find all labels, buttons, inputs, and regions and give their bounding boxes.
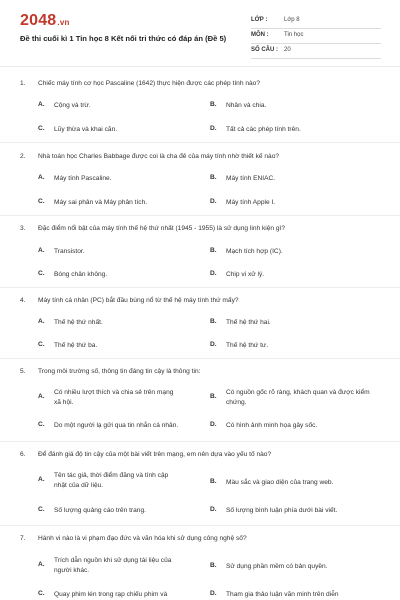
option-letter: C. xyxy=(38,506,45,513)
option-text: Do một người lạ gửi qua tin nhắn cá nhân. xyxy=(54,422,179,429)
meta-value: Lớp 8 xyxy=(284,17,300,23)
option-letter: D. xyxy=(210,421,217,428)
site-logo[interactable] xyxy=(20,12,70,30)
exam-title: Đề thi cuối kì 1 Tin học 8 Kết nối tri thức có đáp án (Đề 5) xyxy=(20,34,227,43)
meta-row-count xyxy=(251,44,381,59)
meta-label: LỚP : xyxy=(251,17,268,23)
option-text: Số lượng bình luận phía dưới bài viết. xyxy=(226,507,338,514)
question-divider xyxy=(0,287,400,288)
question-number: 4. xyxy=(20,297,26,304)
option-letter: A. xyxy=(38,476,45,483)
option-text: Thế hệ thứ hai. xyxy=(226,319,271,326)
question-text xyxy=(20,80,260,87)
option-text: Nhân và chia. xyxy=(226,102,267,109)
option-letter: C. xyxy=(38,590,45,597)
question-number: 6. xyxy=(20,451,26,458)
option-text: Chip vi xử lý. xyxy=(226,271,265,278)
option-text: Thế hệ thứ nhất. xyxy=(54,319,103,326)
option-letter: A. xyxy=(38,393,45,400)
meta-row-subject xyxy=(251,29,381,44)
question-text xyxy=(20,297,239,304)
option-text: Số lượng quảng cáo trên trang. xyxy=(54,507,146,514)
exam-header xyxy=(0,0,400,67)
meta-label: SỐ CÂU : xyxy=(251,47,278,53)
question-divider xyxy=(0,142,400,143)
question-text xyxy=(20,368,200,375)
meta-row-class xyxy=(251,14,381,29)
question-body: Trong môi trường số, thông tin đáng tin cậy là thông tin: xyxy=(38,368,201,375)
option-text: Tên tác giả, thời điểm đăng và tính cập nhật của dữ liệu. xyxy=(54,472,169,489)
question-divider xyxy=(0,358,400,359)
option-letter: A. xyxy=(38,561,45,568)
question-body: Máy tính cá nhân (PC) bắt đầu bùng nổ từ thế hệ máy tính thứ mấy? xyxy=(38,297,239,304)
meta-label: MÔN : xyxy=(251,32,269,38)
question-number: 3. xyxy=(20,225,26,232)
option-text: Tham gia thảo luận văn minh trên diễn xyxy=(226,591,339,598)
option-letter: B. xyxy=(210,393,217,400)
option-letter: C. xyxy=(38,270,45,277)
question-body: Đặc điểm nổi bật của máy tính thế hệ thứ nhất (1945 - 1955) là sử dụng linh kiện gì? xyxy=(38,225,286,232)
option-text: Có nhiều lượt thích và chia sẻ trên mạng xã hội. xyxy=(54,389,174,406)
question-divider xyxy=(0,215,400,216)
option-letter: C. xyxy=(38,198,45,205)
question-number: 7. xyxy=(20,535,26,542)
option-letter: D. xyxy=(210,125,217,132)
option-letter: C. xyxy=(38,421,45,428)
option-text: Sử dụng phần mềm có bản quyền. xyxy=(226,563,328,570)
option-letter: D. xyxy=(210,590,217,597)
question-text xyxy=(20,451,271,458)
question-text xyxy=(20,225,285,232)
option-text: Transistor. xyxy=(54,248,85,255)
option-text: Lũy thừa và khai căn. xyxy=(54,126,118,133)
option-letter: A. xyxy=(38,174,45,181)
option-text: Thế hệ thứ ba. xyxy=(54,342,98,349)
option-letter: A. xyxy=(38,318,45,325)
option-text: Màu sắc và giao diện của trang web. xyxy=(226,479,334,486)
option-text: Trích dẫn nguồn khi sử dụng tài liệu của người khác. xyxy=(54,557,172,574)
option-letter: B. xyxy=(210,247,217,254)
meta-value: Tin học xyxy=(284,32,304,38)
option-letter: B. xyxy=(210,562,217,569)
option-letter: A. xyxy=(38,247,45,254)
question-number: 5. xyxy=(20,368,26,375)
option-letter: A. xyxy=(38,101,45,108)
option-text: Máy tính Apple I. xyxy=(226,199,276,206)
option-letter: B. xyxy=(210,318,217,325)
option-letter: D. xyxy=(210,270,217,277)
option-text: Quay phim lén trong rạp chiếu phim và xyxy=(54,591,168,598)
question-body: Chiếc máy tính cơ học Pascaline (1642) thực hiện được các phép tính nào? xyxy=(38,80,261,87)
question-text xyxy=(20,535,247,542)
question-number: 2. xyxy=(20,153,26,160)
option-letter: C. xyxy=(38,125,45,132)
option-letter: D. xyxy=(210,341,217,348)
option-text: Cộng và trừ. xyxy=(54,102,91,109)
logo-suffix: .vn xyxy=(57,18,70,27)
option-text: Bóng chân không. xyxy=(54,271,108,278)
option-text: Máy sai phân và Máy phân tích. xyxy=(54,199,148,206)
option-letter: C. xyxy=(38,341,45,348)
question-text xyxy=(20,153,279,160)
option-text: Có hình ảnh minh họa gây sốc. xyxy=(226,422,318,429)
question-body: Nhà toán học Charles Babbage được coi là cha đẻ của máy tính nhờ thiết kế nào? xyxy=(38,153,280,160)
option-text: Máy tính ENIAC. xyxy=(226,175,276,182)
option-letter: B. xyxy=(210,174,217,181)
question-divider xyxy=(0,441,400,442)
option-letter: B. xyxy=(210,478,217,485)
question-number: 1. xyxy=(20,80,26,87)
option-letter: D. xyxy=(210,506,217,513)
question-body: Để đánh giá độ tin cậy của một bài viết trên mạng, em nên dựa vào yếu tố nào? xyxy=(38,451,272,458)
logo-text: 2048 xyxy=(20,12,57,29)
option-text: Có nguồn gốc rõ ràng, khách quan và được kiểm chứng. xyxy=(226,389,370,406)
option-letter: D. xyxy=(210,198,217,205)
question-divider xyxy=(0,525,400,526)
option-text: Máy tính Pascaline. xyxy=(54,175,112,182)
option-text: Mạch tích hợp (IC). xyxy=(226,248,283,255)
exam-meta xyxy=(251,14,381,59)
option-text: Thế hệ thứ tư. xyxy=(226,342,269,349)
question-body: Hành vi nào là vi phạm đạo đức và văn hóa khi sử dụng công nghệ số? xyxy=(38,535,247,542)
option-letter: B. xyxy=(210,101,217,108)
meta-value: 20 xyxy=(284,47,291,53)
option-text: Tất cả các phép tính trên. xyxy=(226,126,301,133)
